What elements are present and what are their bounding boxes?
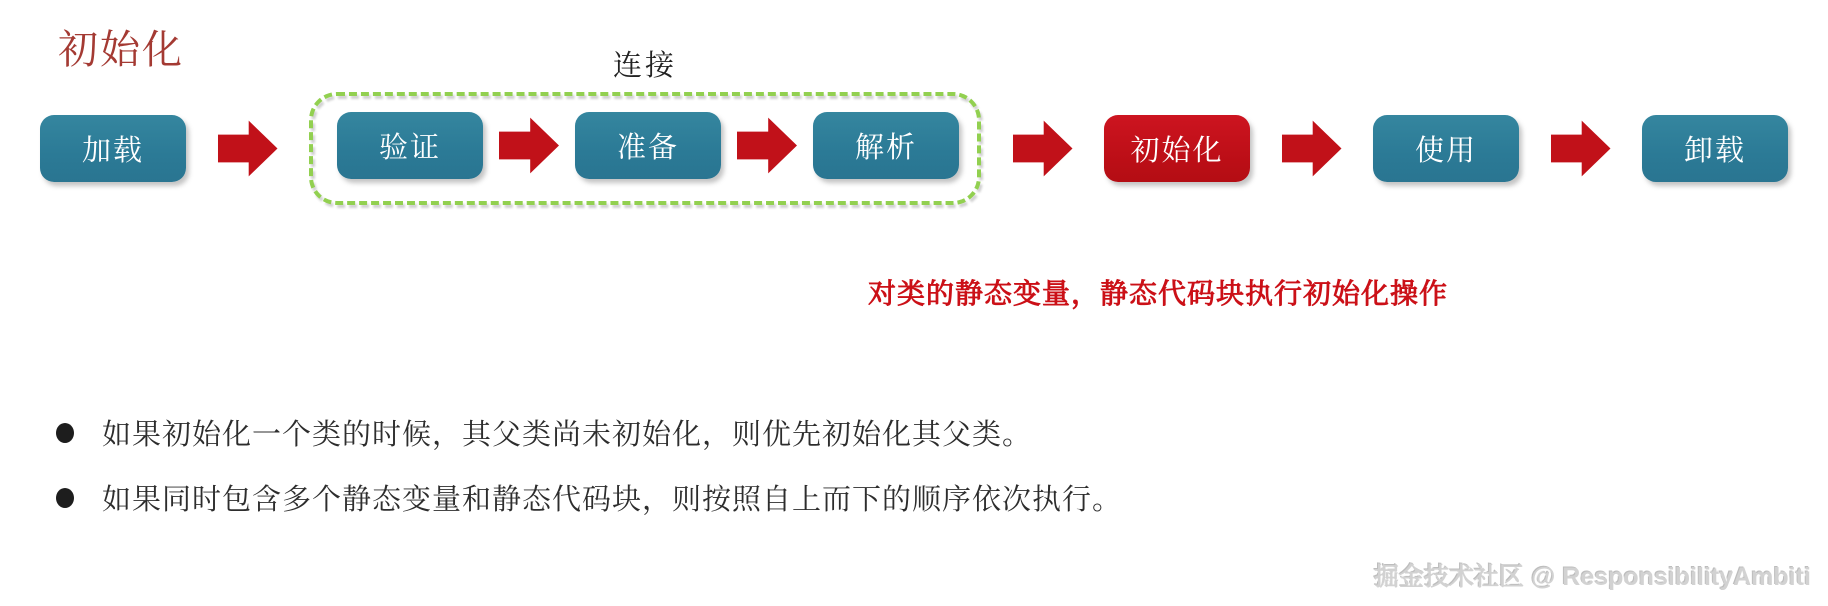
notes-list	[56, 412, 1122, 518]
stage-box-resolve	[813, 112, 959, 179]
watermark: 掘金技术社区 @ ResponsibilityAmbiti	[1374, 563, 1811, 591]
note-text: 如果初始化一个类的时候，其父类尚未初始化，则优先初始化其父类。	[102, 419, 1033, 451]
stage-label-prepare: 准备	[616, 132, 679, 164]
stage-label-use: 使用	[1414, 135, 1477, 167]
link-phase-label: 连接	[612, 50, 678, 82]
note-text: 如果同时包含多个静态变量和静态代码块，则按照自上而下的顺序依次执行。	[102, 484, 1123, 516]
bullet-icon	[56, 423, 74, 443]
stage-label-load: 加载	[81, 135, 144, 167]
init-annotation: 对类的静态变量，静态代码块执行初始化操作	[868, 279, 1449, 310]
link-phase-group	[309, 50, 981, 205]
arrow-right-icon	[1013, 120, 1073, 178]
stage-box-use	[1373, 115, 1519, 182]
stage-label-unload: 卸载	[1683, 135, 1746, 167]
arrow-right-icon	[1551, 120, 1611, 178]
note-item	[56, 477, 1122, 518]
stage-box-verify	[337, 112, 483, 179]
class-lifecycle-flow	[40, 50, 1788, 205]
arrow-right-icon	[499, 117, 559, 175]
stage-box-load	[40, 115, 186, 182]
bullet-icon	[56, 488, 74, 508]
arrow-right-icon	[1282, 120, 1342, 178]
stage-label-verify: 验证	[378, 132, 441, 164]
arrow-right-icon	[737, 117, 797, 175]
note-item	[56, 412, 1122, 453]
stage-box-unload	[1642, 115, 1788, 182]
stage-label-initialize: 初始化	[1130, 135, 1224, 167]
page-title: 初始化	[58, 27, 184, 72]
stage-label-resolve: 解析	[854, 132, 917, 164]
arrow-right-icon	[218, 120, 278, 178]
stage-box-prepare	[575, 112, 721, 179]
stage-box-initialize	[1104, 115, 1250, 182]
